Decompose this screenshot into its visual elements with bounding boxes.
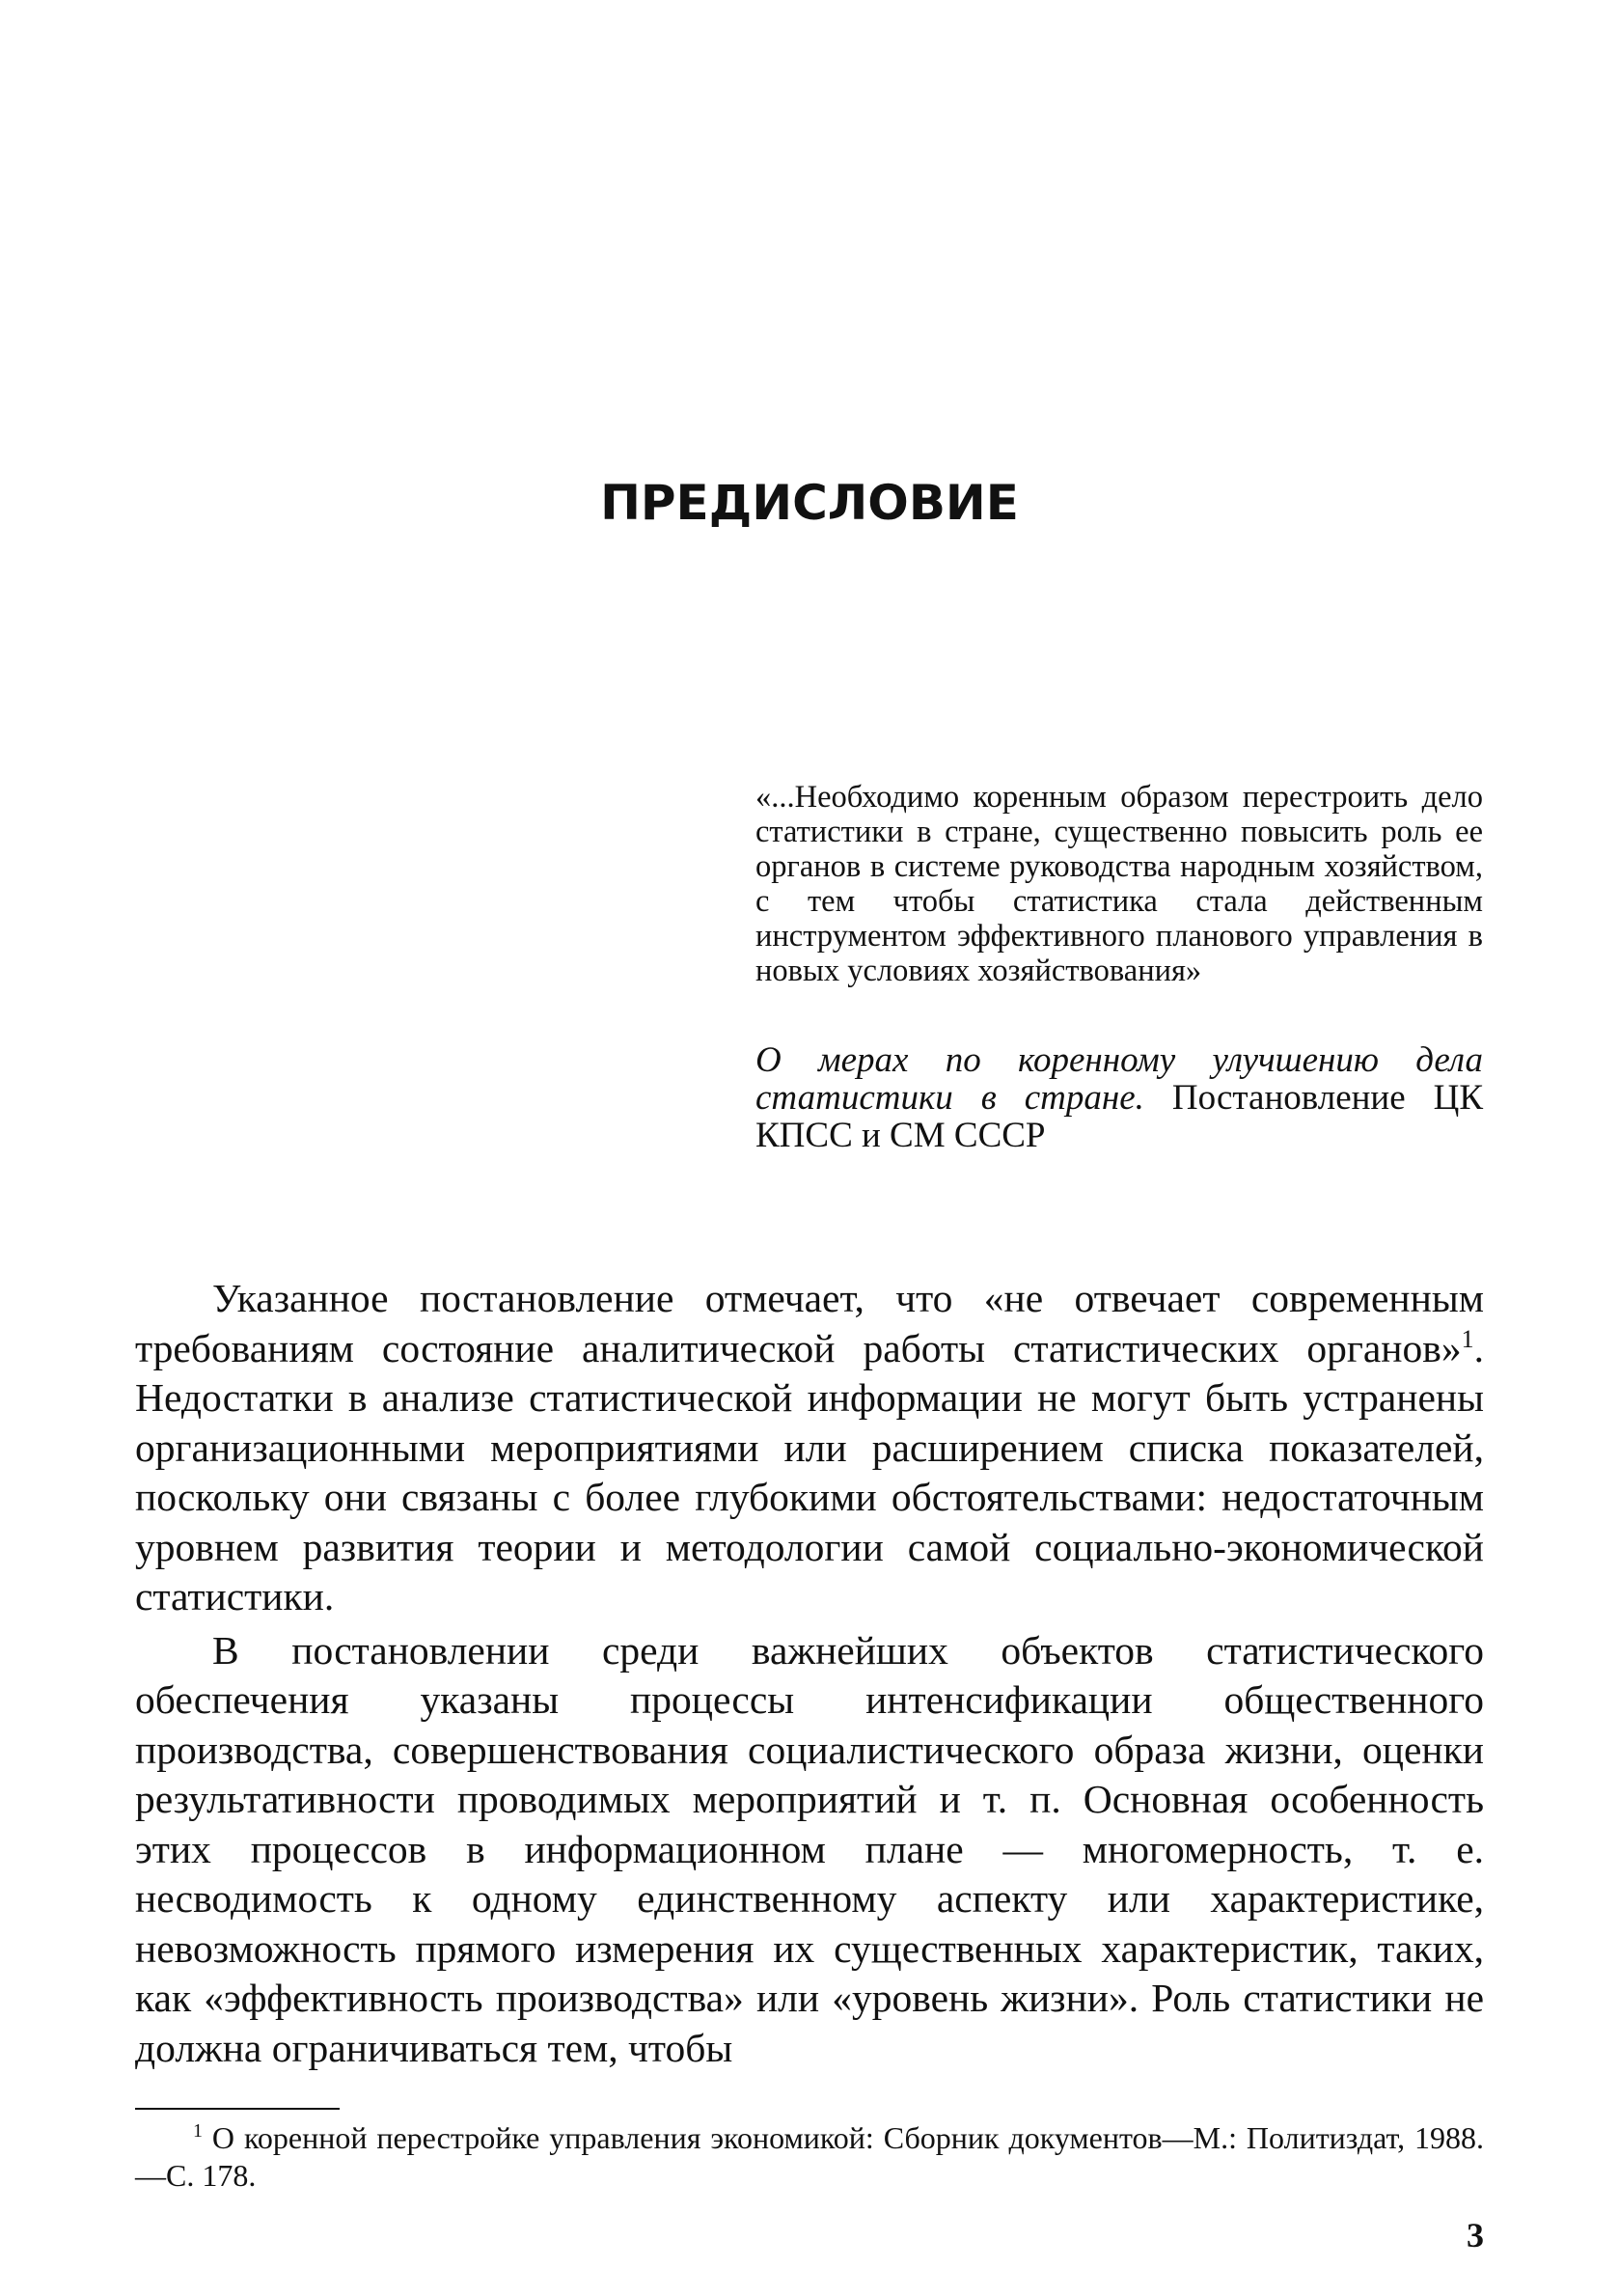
epigraph [755,780,1483,1154]
paragraph-1-start: Указанное постановление отмечает, что «не отвечает современным требованиям состояние аналитической работы статистических органов» [135,1276,1484,1370]
footnote-text: О коренной перестройке управления экономикой: Сборник документов—М.: Политиздат, 1988.—С. 178. [135,2120,1485,2193]
paragraph-1 [135,1274,1484,1622]
footnote-reference[interactable]: 1 [1461,1324,1474,1353]
chapter-heading: ПРЕДИСЛОВИЕ [600,475,1019,531]
epigraph-quote: «...Необходимо коренным образом перестроить дело статистики в стране, существенно повысить роль ее органов в системе руководства народным хозяйством, с тем чтобы статистика стала действенным инструментом эффективного планового управления в новых условиях хозяйствования» [755,780,1483,988]
body-text [135,1274,1484,2073]
epigraph-source-rest: Постановление ЦК КПСС и СМ СССР [755,1078,1484,1155]
footnote-divider [135,2108,340,2110]
epigraph-source [755,1041,1483,1154]
epigraph-source-title: О мерах по коренному улучшению дела статистики в стране. [755,1040,1483,1118]
footnote-mark: 1 [193,2120,203,2143]
paragraph-2: В постановлении среди важнейших объектов статистического обеспечения указаны процессы интенсификации общественного производства, совершенствования социалистического образа жизни, оценки результативности проводимых мероприятий и т. п. Основная особенность этих процессов в информационном плане — многомерность, т. е. несводимость к одному единственному аспекту или характеристике, невозможность прямого измерения их существенных характеристик, таких, как «эффективность производства» или «уровень жизни». Роль статистики не должна ограничиваться тем, чтобы [135,1627,1484,2070]
page-number: 3 [1467,2216,1484,2255]
footnote [135,2119,1484,2195]
paragraph-1-end: . Недостатки в анализе статистической информации не могут быть устранены организационными мероприятиями или расширением списка показателей, поскольку они связаны с более глубокими обстоятельствами: недостаточным уровнем развития теории и методологии самой социально-экономической статистики. [135,1325,1484,1618]
